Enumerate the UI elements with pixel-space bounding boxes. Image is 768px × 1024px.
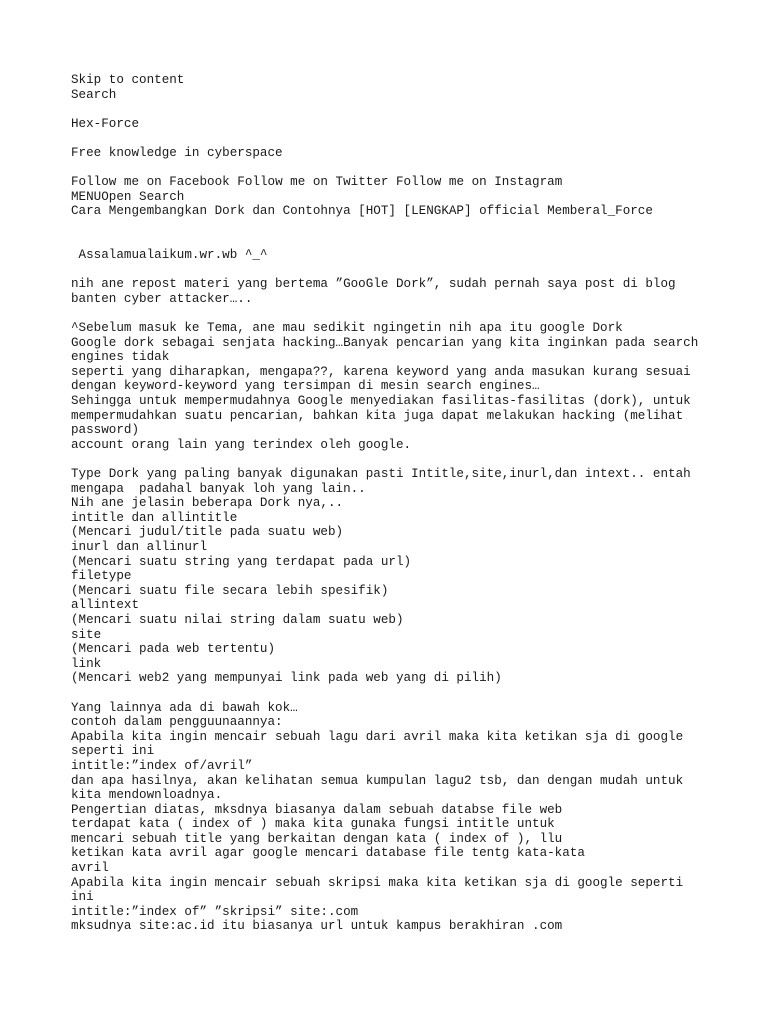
text-line: account orang lain yang terindex oleh google. [71, 437, 412, 452]
text-line: seperti yang diharapkan, mengapa??, karena keyword yang anda masukan kurang sesuai [71, 364, 691, 379]
site-tagline: Free knowledge in cyberspace [71, 145, 283, 160]
paragraph-4 [71, 701, 711, 935]
twitter-link[interactable]: Follow me on Twitter [237, 175, 389, 190]
text-line: dengan keyword-keyword yang tersimpan di mesin search engines… [71, 379, 540, 394]
text-line: Yang lainnya ada di bawah kok… [71, 700, 298, 715]
instagram-link[interactable]: Follow me on Instagram [396, 175, 563, 190]
text-line: mksudnya site:ac.id itu biasanya url untuk kampus berakhiran .com [71, 919, 563, 934]
text-line: (Mencari pada web tertentu) [71, 642, 276, 657]
text-line: dan apa hasilnya, akan kelihatan semua kumpulan lagu2 tsb, dan dengan mudah untuk [71, 773, 684, 788]
facebook-link[interactable]: Follow me on Facebook [71, 175, 230, 190]
text-line: intitle:”index of/avril” [71, 758, 253, 773]
menu-button[interactable]: MENU [71, 189, 102, 204]
social-links [71, 175, 711, 190]
text-line: ^Sebelum masuk ke Tema, ane mau sedikit ngingetin nih apa itu google Dork [71, 321, 623, 336]
text-line: allintext [71, 598, 140, 613]
text-line: Apabila kita ingin mencair sebuah skripsi maka kita ketikan sja di google seperti [71, 875, 684, 890]
text-line: inurl dan allinurl [71, 540, 208, 554]
text-line: intitle:”index of” ”skripsi” site:.com [71, 904, 359, 919]
document-content [71, 73, 711, 934]
text-line: Type Dork yang paling banyak digunakan pasti Intitle,site,inurl,dan intext.. entah [71, 467, 691, 482]
text-line: terdapat kata ( index of ) maka kita gunaka fungsi intitle untuk [71, 817, 555, 832]
text-line: ini [71, 890, 94, 905]
text-line: nih ane repost materi yang bertema ”GooGle Dork”, sudah pernah saya post di blog [71, 277, 676, 292]
text-line: mengapa padahal banyak loh yang lain.. [71, 481, 366, 496]
text-line: Sehingga untuk mempermudahnya Google menyediakan fasilitas-fasilitas (dork), untuk [71, 394, 691, 409]
text-line: mempermudahkan suatu pencarian, bahkan kita juga dapat melakukan hacking (melihat [71, 408, 684, 423]
text-line: password) [71, 423, 140, 438]
text-line: Google dork sebagai senjata hacking…Banyak pencarian yang kita inginkan pada search [71, 335, 699, 350]
text-line: (Mencari web2 yang mempunyai link pada web yang di pilih) [71, 671, 502, 686]
site-title[interactable]: Hex-Force [71, 116, 140, 131]
open-search-button[interactable]: Open Search [101, 189, 185, 204]
text-line: Nih ane jelasin beberapa Dork nya,.. [71, 496, 344, 511]
text-line: Pengertian diatas, mksdnya biasanya dalam sebuah databse file web [71, 802, 563, 817]
text-line: Apabila kita ingin mencair sebuah lagu dari avril maka kita ketikan sja di google [71, 729, 684, 744]
text-line: avril [71, 861, 109, 876]
paragraph-1 [71, 277, 711, 306]
text-line: (Mencari judul/title pada suatu web) [71, 525, 344, 540]
text-line: contoh dalam pengguunaannya: [71, 715, 283, 730]
text-line: banten cyber attacker….. [71, 291, 253, 306]
paragraph-3 [71, 467, 711, 686]
text-line: kita mendownloadnya. [71, 788, 223, 803]
text-line: link [71, 656, 102, 671]
text-line: ketikan kata avril agar google mencari database file tentg kata-kata [71, 846, 585, 861]
search-link[interactable]: Search [71, 87, 117, 102]
text-line: intitle dan allintitle [71, 510, 238, 525]
text-line: (Mencari suatu nilai string dalam suatu web) [71, 612, 404, 627]
menu-row [71, 190, 711, 205]
text-line: (Mencari suatu string yang terdapat pada url) [71, 554, 412, 569]
skip-to-content-link[interactable]: Skip to content [71, 73, 185, 87]
text-line: (Mencari suatu file secara lebih spesifik) [71, 583, 389, 598]
paragraph-2 [71, 321, 711, 452]
text-line: mencari sebuah title yang berkaitan dengan kata ( index of ), llu [71, 831, 563, 846]
text-line: site [71, 627, 102, 642]
text-line: seperti ini [71, 744, 155, 759]
post-title: Cara Mengembangkan Dork dan Contohnya [HOT] [LENGKAP] official Memberal_Force [71, 204, 653, 219]
text-line: filetype [71, 569, 132, 584]
greeting: Assalamualaikum.wr.wb ^_^ [71, 248, 268, 263]
text-line: engines tidak [71, 350, 170, 365]
